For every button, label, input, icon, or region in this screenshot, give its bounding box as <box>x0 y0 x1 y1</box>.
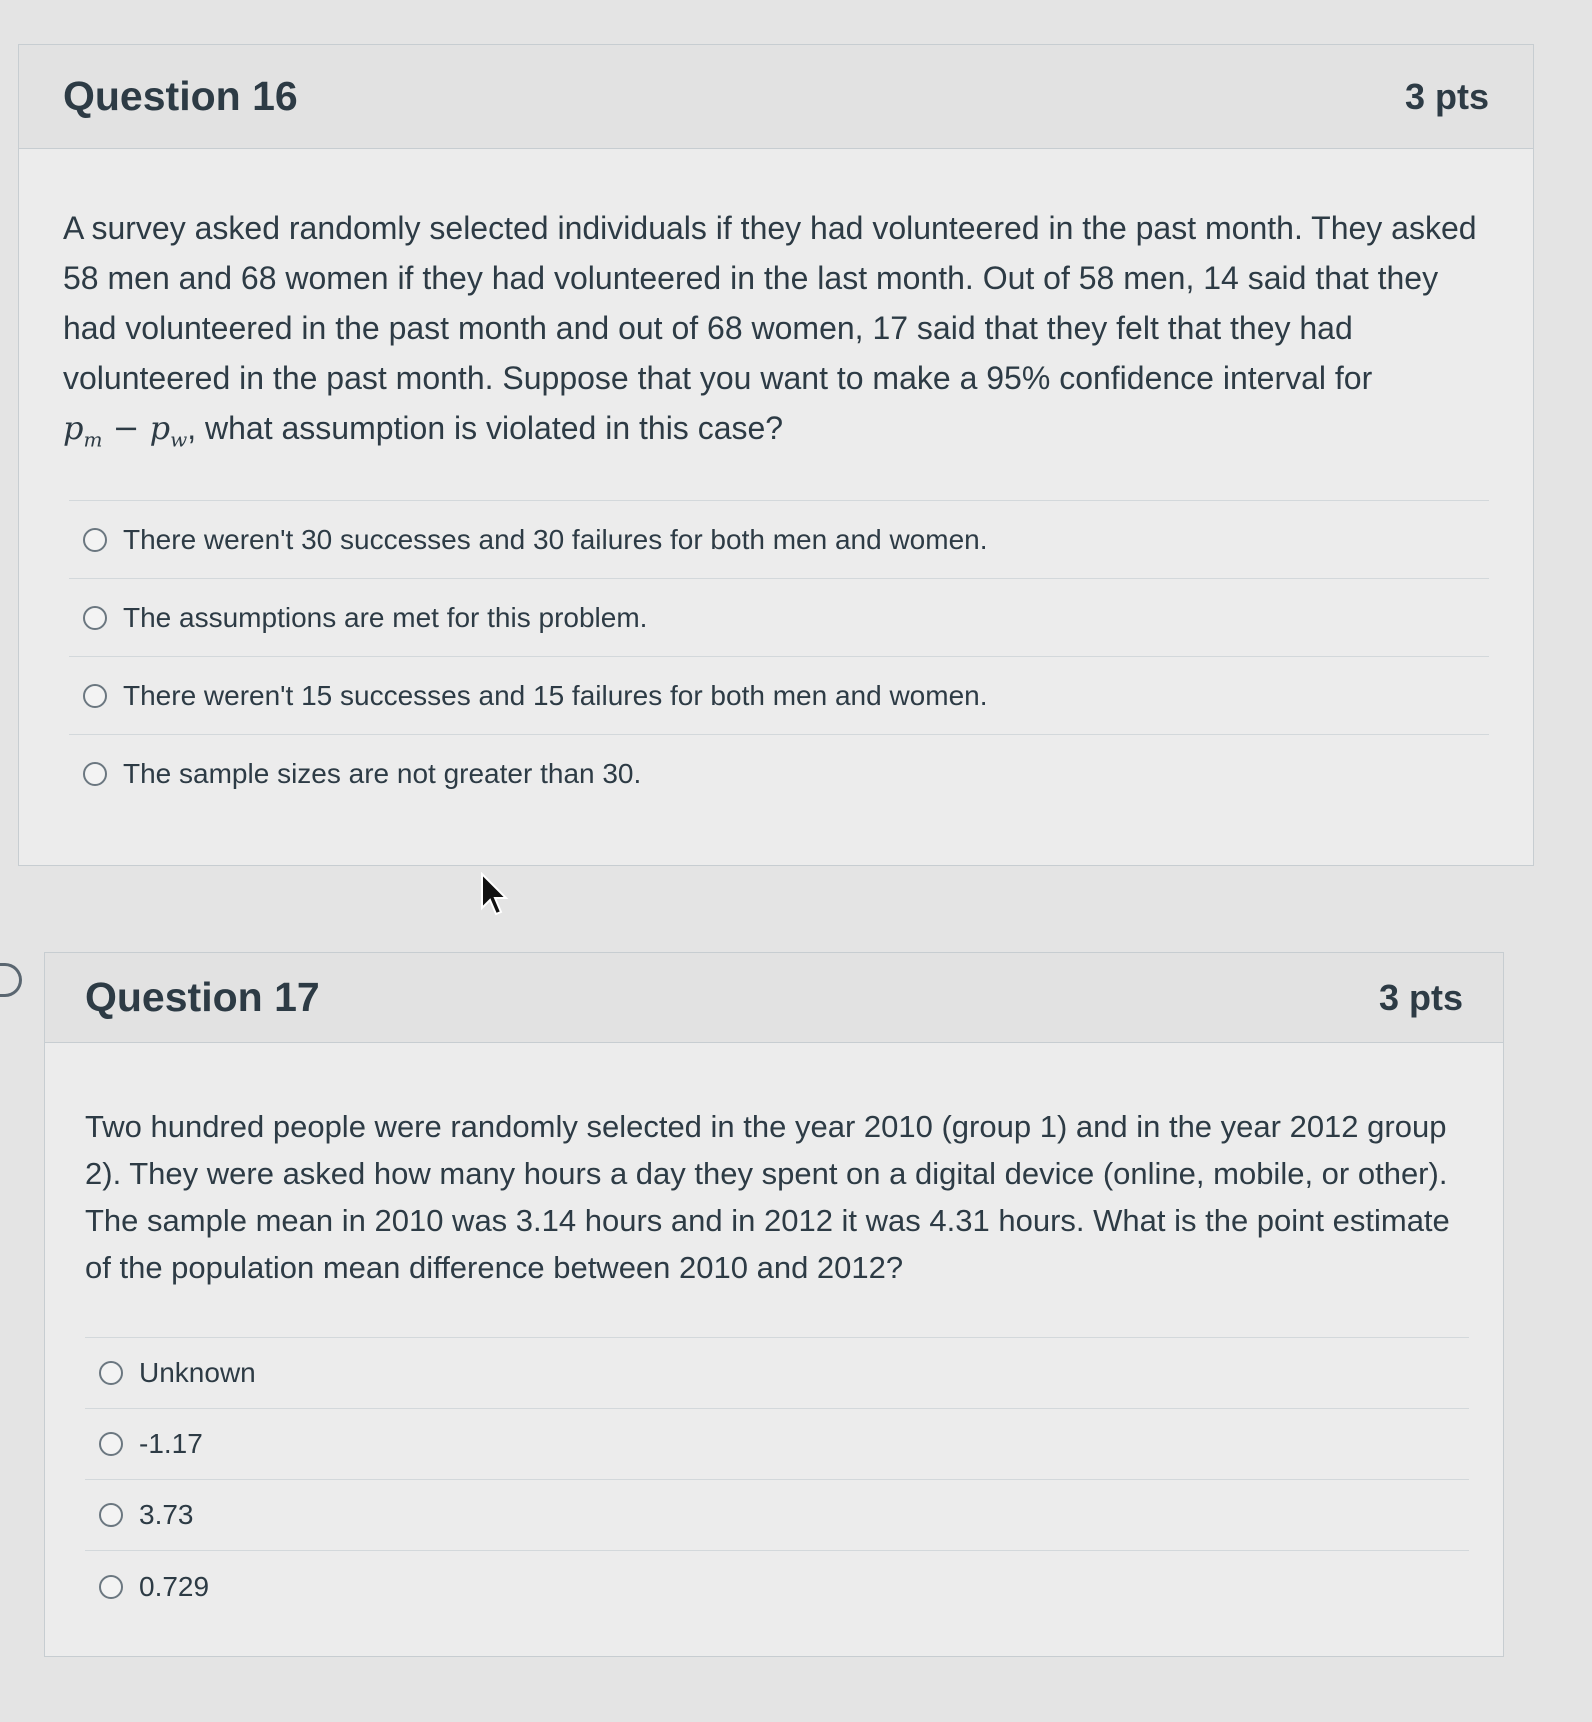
question-17-header <box>45 953 1503 1043</box>
answer-option[interactable] <box>85 1551 1469 1622</box>
question-16-title: Question 16 <box>63 73 298 119</box>
math-sub-m: m <box>83 427 103 452</box>
question-flag-icon[interactable] <box>0 963 22 997</box>
radio-unselected-icon[interactable] <box>99 1575 123 1599</box>
answer-option[interactable] <box>69 735 1489 813</box>
answer-label: There weren't 15 successes and 15 failures for both men and women. <box>123 679 988 711</box>
answer-option[interactable] <box>85 1480 1469 1551</box>
question-16-math-expression <box>63 409 188 452</box>
radio-unselected-icon[interactable] <box>99 1503 123 1527</box>
math-p-w: p <box>149 409 171 447</box>
answer-option[interactable] <box>69 579 1489 657</box>
answer-label: The sample sizes are not greater than 30. <box>123 758 642 790</box>
answer-label: 3.73 <box>139 1499 194 1530</box>
question-17-card <box>44 952 1504 1657</box>
question-17-answers <box>85 1337 1469 1622</box>
question-16-points: 3 pts <box>1404 75 1489 117</box>
radio-unselected-icon[interactable] <box>99 1361 123 1385</box>
answer-option[interactable] <box>69 501 1489 579</box>
radio-unselected-icon[interactable] <box>83 606 107 630</box>
radio-unselected-icon[interactable] <box>83 684 107 708</box>
math-sub-w: w <box>170 427 188 452</box>
answer-label: The assumptions are met for this problem. <box>123 601 648 633</box>
question-16-answers <box>69 500 1489 813</box>
question-17-points: 3 pts <box>1378 976 1463 1018</box>
math-minus: − <box>112 409 140 447</box>
question-17-text: Two hundred people were randomly selected in the year 2010 (group 1) and in the year 2012 group 2). They were asked how many hours a day they spent on a digital device (online, mobile, or other). The sample mean in 2010 was 3.14 hours and in 2012 it was 4.31 hours. What is the point estimate of the population mean difference between 2010 and 2012? <box>85 1109 1450 1285</box>
question-17-title: Question 17 <box>85 974 320 1020</box>
answer-label: Unknown <box>139 1357 256 1388</box>
answer-option[interactable] <box>85 1338 1469 1409</box>
answer-label: There weren't 30 successes and 30 failures for both men and women. <box>123 523 988 555</box>
question-16-header <box>19 45 1533 149</box>
question-16-text-part1: A survey asked randomly selected individuals if they had volunteered in the past month. They asked 58 men and 68 women if they had volunteered in the last month. Out of 58 men, 14 said that they had volunteered in the past month and out of 68 women, 17 said that they felt that they had volunteered in the past month. Suppose that you want to make a 95% confidence interval for <box>63 210 1477 396</box>
question-16-card <box>18 44 1534 866</box>
answer-option[interactable] <box>69 657 1489 735</box>
radio-unselected-icon[interactable] <box>83 762 107 786</box>
answer-label: 0.729 <box>139 1570 210 1602</box>
math-p-m: p <box>63 409 84 447</box>
answer-label: -1.17 <box>139 1428 203 1459</box>
radio-unselected-icon[interactable] <box>99 1432 123 1456</box>
radio-unselected-icon[interactable] <box>83 528 107 552</box>
mouse-pointer-icon <box>480 872 510 918</box>
answer-option[interactable] <box>85 1409 1469 1480</box>
question-16-text <box>19 149 1533 464</box>
question-16-text-part2: , what assumption is violated in this case? <box>187 410 784 446</box>
